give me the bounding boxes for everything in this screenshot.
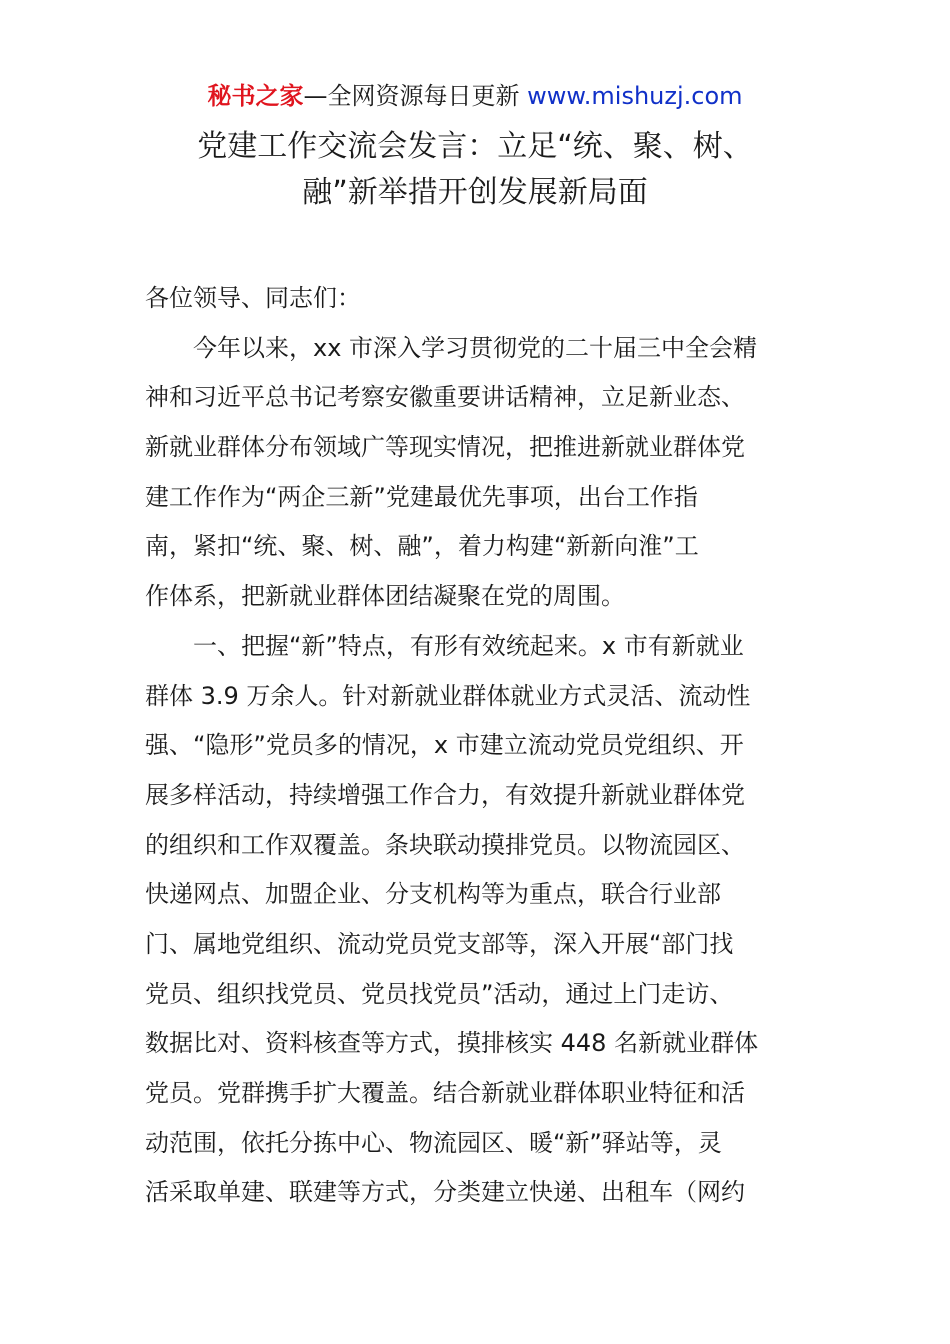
header-tagline: —全网资源每日更新 [303,82,528,110]
body-line: 强、“隐形”党员多的情况，x 市建立流动党员党组织、开 [145,731,744,760]
site-url: www.mishuzj.com [527,82,743,110]
title-line-1: 党建工作交流会发言：立足“统、聚、树、 [197,129,753,164]
body-line: 南，紧扣“统、聚、树、融”，着力构建“新新向淮”工 [145,532,699,561]
body-line: 群体 3.9 万余人。针对新就业群体就业方式灵活、流动性 [145,681,751,710]
site-header [0,80,950,112]
body-line: 作体系，把新就业群体团结凝聚在党的周围。 [145,582,625,611]
body-line: 党员。党群携手扩大覆盖。结合新就业群体职业特征和活 [145,1079,745,1107]
greeting: 各位领导、同志们： [145,284,361,312]
body-line: 快递网点、加盟企业、分支机构等为重点，联合行业部 [145,880,721,909]
body-line: 的组织和工作双覆盖。条块联动摸排党员。以物流园区、 [145,830,745,859]
body-line: 数据比对、资料核查等方式，摸排核实 448 名新就业群体 [145,1029,759,1058]
body-line: 活采取单建、联建等方式，分类建立快递、出租车（网约 [145,1178,745,1207]
body-line: 今年以来，xx 市深入学习贯彻党的二十届三中全会精 [193,333,758,362]
body-line: 党员、组织找党员、党员找党员”活动，通过上门走访、 [145,979,734,1008]
body-line: 门、属地党组织、流动党员党支部等，深入开展“部门找 [145,929,734,958]
body-line: 神和习近平总书记考察安徽重要讲话精神，立足新业态、 [145,383,745,412]
body-line: 一、把握“新”特点，有形有效统起来。x 市有新就业 [193,631,744,660]
body-line: 展多样活动，持续增强工作合力，有效提升新就业群体党 [145,780,745,809]
body-line: 建工作作为“两企三新”党建最优先事项，出台工作指 [145,482,698,511]
document-title [145,124,805,216]
body-line: 新就业群体分布领域广等现实情况，把推进新就业群体党 [145,433,745,462]
title-line-2: 融”新举措开创发展新局面 [302,175,648,210]
brand-name: 秘书之家 [207,82,304,110]
document-body [145,274,810,1218]
body-line: 动范围，依托分拣中心、物流园区、暖“新”驿站等，灵 [145,1128,722,1157]
